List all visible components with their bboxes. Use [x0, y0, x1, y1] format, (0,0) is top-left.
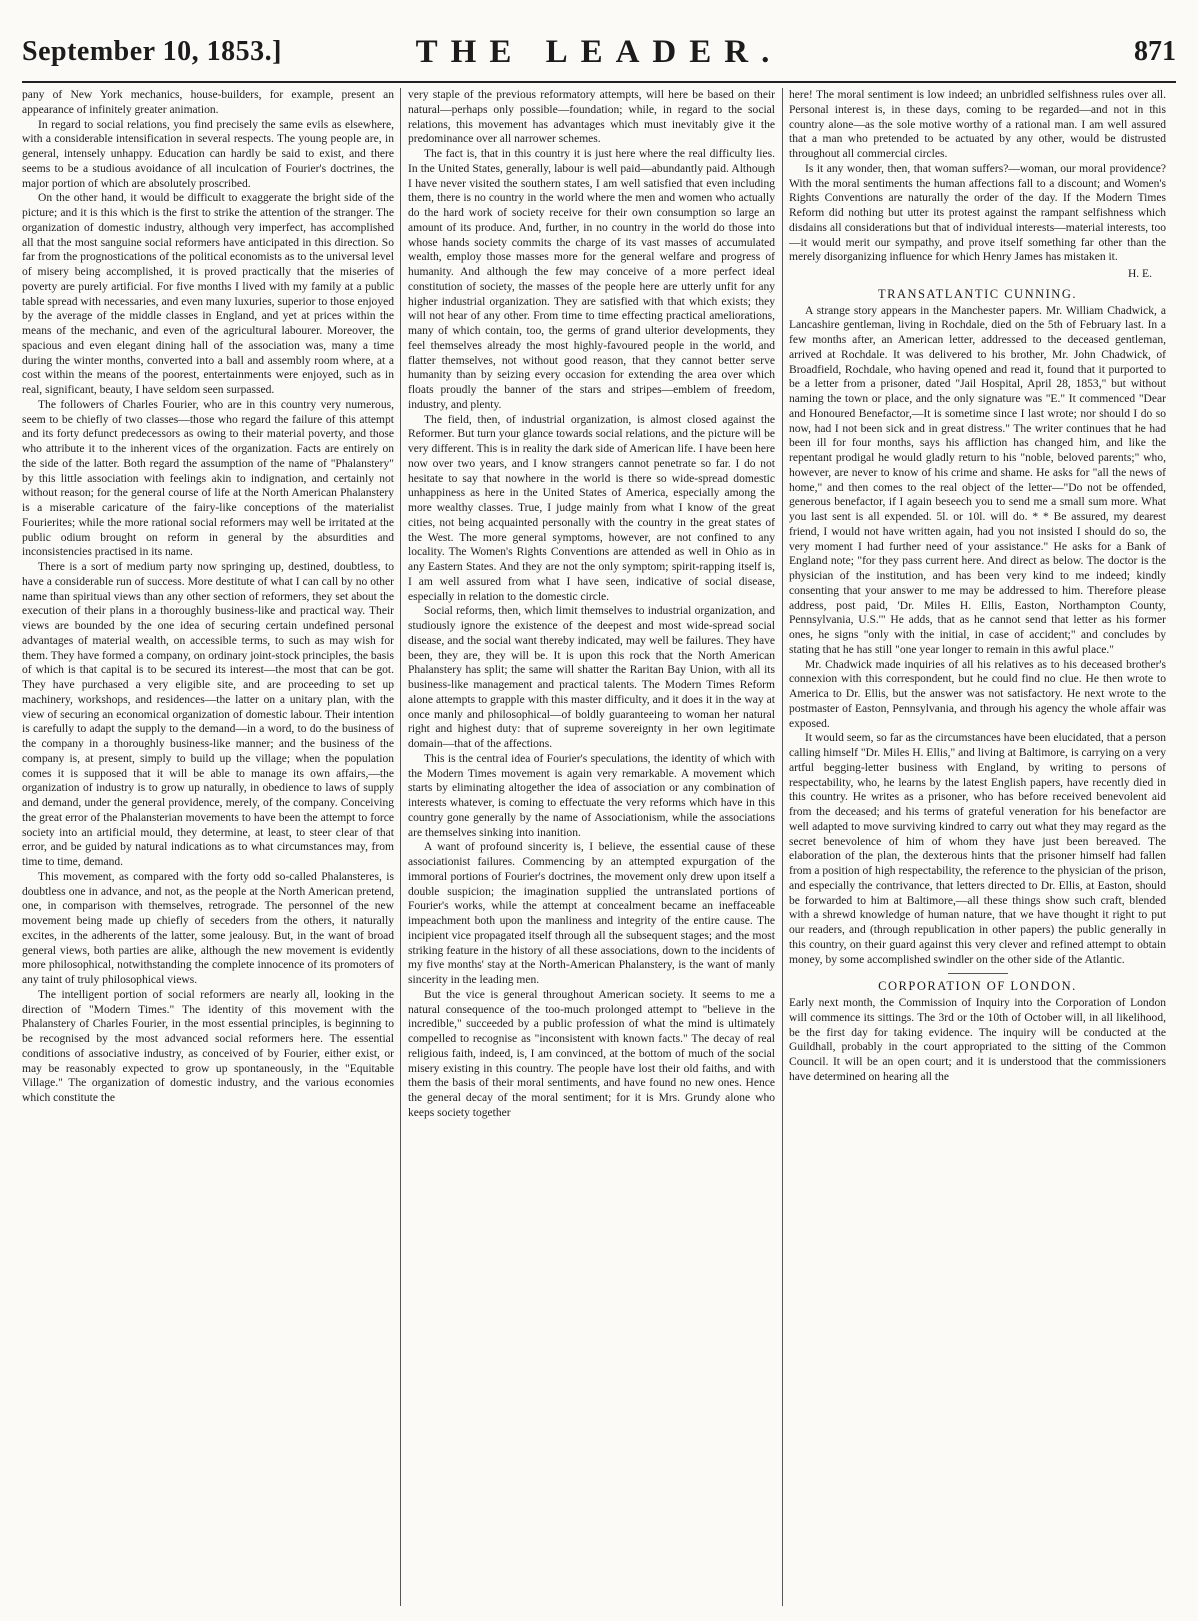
article-heading: TRANSATLANTIC CUNNING.: [878, 286, 1077, 301]
paragraph: The followers of Charles Fourier, who are in this country very numerous, seem to be chiefly of two classes—those who regard the failure of this attempt and its forty defunct predecessors as owing to their material poverty, and those who attribute it to the inherent vices of the organization. Facts are entirely on the side of the latter. Both regard the assumption of the name of "Phalanstery" by this little association with feelings akin to indignation, and certainly not without reason; for the general course of life at the North American Phalanstery is a miserable caricature of the fairy-like conceptions of the materialist Fourierites; while the more rational social reformers may well be irritated at the public odium brought on reform in general by the absurdities and inconsistencies practised in its name.: [22, 398, 394, 559]
article-heading: CORPORATION OF LONDON.: [878, 979, 1077, 994]
paragraph: Is it any wonder, then, that woman suffers?—woman, our moral providence? With the moral sentiments the human affections fall to a discount; and Women's Rights Conventions are naturally the order of the day. If the Modern Times Reform did nothing but utter its protest against the rampant selfishness which disdains all considerations but that of individual interests—material interests, too—it would merit our sympathy, and prove itself something far other than the merely disorganizing influence for which Henry James has mistaken it.: [789, 162, 1166, 264]
paragraph: In regard to social relations, you find precisely the same evils as elsewhere, with a considerable intensification in several respects. The young people are, in general, intensely unhappy. Education can hardly be said to exist, and there seems to be a studious avoidance of all inculcation of Fourier's doctrines, the major portion of which are absolutely proscribed.: [22, 118, 394, 190]
column-1: [22, 88, 394, 1606]
masthead: [22, 26, 1176, 84]
paragraph: It would seem, so far as the circumstances have been elucidated, that a person calling himself "Dr. Miles H. Ellis," and living at Baltimore, is carrying on a very artful begging-letter business with England, by writing to persons of respectability, who, he learns by the latest English papers, have recently died in this country. He writes as a prisoner, who has before received benevolent aid from the deceased; and his terms of grateful veneration for his benefactor are well adapted to move surviving kindred to carry out what they may regard as the secret benevolence of him of whom they have just been bereaved. The elaboration of the plan, the dexterous hints that the prisoner himself had fallen from a position of high respectability, the reference to the physician of the prison, and especially the contrivance, that letters directed to Dr. Ellis, at Easton, should be forwarded to him at Baltimore,—all these things show such craft, blended with a shrewd knowledge of human nature, that we have thought it right to put our readers, and (through republication in other papers) the public generally in this country, on their guard against this very clever and refined attempt to obtain money, by some accomplished swindler on the other side of the Atlantic.: [789, 732, 1166, 966]
paragraph: This is the central idea of Fourier's speculations, the identity of which with the Modern Times movement is again very remarkable. A movement which starts by eliminating altogether the idea of association or any combination of interests whatever, is coming to effectuate the very reforms which have in this country gone generally by the name of Associationism, while the associations are themselves sinking into inanition.: [408, 752, 775, 839]
paragraph: A want of profound sincerity is, I believe, the essential cause of these associationist failures. Commencing by an attempted expurgation of the immoral portions of Fourier's doctrines, the movement only drew upon itself a double suspicion; the imagination supplied the untranslated portions of Fourier's works, while the attempt at concealment became an ineffaceable impeachment both upon the manliness and integrity of the entire cause. The incipient vice propagated itself through all the subsequent stages; and the most striking feature in the history of all these associations, down to the incidents of my five months' stay at the North-American Phalanstery, is the want of manly sincerity in the leading men.: [408, 841, 775, 986]
paragraph: The field, then, of industrial organization, is almost closed against the Reformer. But turn your glance towards social relations, and the picture will be very different. This is in reality the dark side of American life. I have been here now over two years, and I know strangers cannot penetrate so far. I do not hesitate to say that nowhere in the world is there so wide-spread domestic unhappiness as here in the United States of America, especially among the more wealthy classes. True, I judge mainly from what I know of the great cities, not being acquainted personally with the country in the great states of the West. The more general symptoms, however, are not confined to any locality. The Women's Rights Conventions are attended as well in Ohio as in any Eastern States. And they are not the only symptom; spirit-rapping itself is, I am well assured from what I have seen, indicative of social disease, especially in relation to the domestic circle.: [408, 413, 775, 603]
paragraph: Social reforms, then, which limit themselves to industrial organization, and studiously ignore the existence of the deepest and most wide-spread social disease, and the social want thereby indicated, may well be failures. They have been, they are, they will be. It is upon this rock that the North American Phalanstery has split; the same will shatter the Raritan Bay Union, with all its business-like management and practical talents. The Modern Times Reform alone attempts to grapple with this master difficulty, and it does it in the way at once manly and philosophical—of boldly guaranteeing to woman her natural right and highest duty: that of supreme sovereignty in her own legitimate domain—that of the affections.: [408, 605, 775, 750]
column-2: [408, 88, 775, 1606]
header-rule: [22, 81, 1176, 83]
paragraph: very staple of the previous reformatory attempts, will here be based on their natural—perhaps only possible—foundation; while, in regard to the social relations, this movement has advantages which must inevitably give it the predominance over all narrower schemes.: [408, 89, 775, 146]
paragraph: This movement, as compared with the forty odd so-called Phalansteres, is doubtless one in advance, and not, as the people at the North American pretend, one, in comparison with themselves, retrograde. The personnel of the new movement being made up chiefly of seceders from the others, it naturally excites, in the adherents of the latter, some jealousy. But, in the want of broad general views, both parties are alike, although the new movement is evidently more philosophical, notwithstanding the complete innocence of its promoters of any taint of truly philosophical views.: [22, 870, 394, 986]
section-divider: [948, 973, 1008, 974]
author-signoff: H. E.: [1127, 268, 1152, 280]
paragraph: Mr. Chadwick made inquiries of all his relatives as to his deceased brother's connexion with this correspondent, but he could find no clue. He then wrote to America to Dr. Ellis, but the answer was not satisfactory. He next wrote to the postmaster of Easton, Pennsylvania, and through his agency the whole affair was exposed.: [789, 658, 1166, 730]
paragraph: The fact is, that in this country it is just here where the real difficulty lies. In the United States, generally, labour is well paid—abundantly paid. Although I have never visited the southern states, I am well satisfied that even including them, there is no country in the world where the men and women who actually do the hard work of society receive for their own consumption so large an amount of its produce. And, further, in no country in the world do those into whose hands society commits the charge of its vast masses of accumulated wealth, employ those masses more for the general welfare and progress of humanity. And although the few may conceive of a more perfect ideal constitution of society, the masses of the people here are utterly unfit for any higher industrial organization. They are satisfied with that which exists; they will not hear of any other. From time to time effecting practical ameliorations, many of which contain, too, the germs of grand ulterior developments, they feel themselves already the most highly-favoured people in the world, and flatter themselves, not without good reason, that they cannot better serve humanity than by seizing every occasion for extending the area over which floats proudly the banner of the stars and stripes—emblem of freedom, industry, and plenty.: [408, 148, 775, 411]
column-divider: [400, 88, 401, 1606]
paragraph: But the vice is general throughout American society. It seems to me a natural consequence of the too-much prolonged attempt to "believe in the incredible," succeeded by a public profession of what the mind is ultimately compelled to recognise as "inconsistent with known facts." The decay of real religious faith, indeed, is, I am convinced, at the bottom of much of the social misery existing in this country. The people have lost their old faiths, and with them the basis of their moral sentiments, and have found no new ones. Hence the general decay of the moral sentiment; for it is Mrs. Grundy alone who keeps society together: [408, 988, 775, 1119]
paragraph: There is a sort of medium party now springing up, destined, doubtless, to have a considerable run of success. More destitute of what I can call by no other name than spiritual views than any other section of reformers, they set about the execution of their plans in a thoroughly business-like and practical way. Their views are bounded by the one idea of securing certain undefined personal advantages of material wealth, on accessible terms, to such as may wish for them. They have formed a company, on ordinary joint-stock principles, the basis of which is that capital is to be secured its interest—the most that can be got. They have purchased a very eligible site, and are proceeding to set up machinery, workshops, and residences—the latter on a unitary plan, with the view of securing an economical organization of domestic labour. Their intention is carefully to adapt the supply to the demand—in a word, to do the business of the company in a thoroughly business-like manner; and the business of the company is, at present, simply to build up the village; when the population comes it is supposed that it will be able to manage its own affairs,—the organization of industry is to grow up naturally, in obedience to laws of supply and demand, under the general providence, merely, of the company. Conceiving the great error of the Phalansterian movements to have been the attempt to force society into an artificial mould, they determine, at least, to steer clear of that error, and be guided by natural indications as to what circumstances may, from time to time, demand.: [22, 561, 394, 868]
paragraph: here! The moral sentiment is low indeed; an unbridled selfishness rules over all. Personal interest is, in these days, coming to be regarded—and not in this country alone—as the sole motive worthy of a rational man. I am well assured that a man who pretended to be actuated by any other, would be distrusted throughout all commercial circles.: [789, 89, 1166, 160]
column-divider: [782, 88, 783, 1606]
newspaper-title: THE LEADER.: [415, 34, 783, 70]
paragraph: Early next month, the Commission of Inquiry into the Corporation of London will commence its sittings. The 3rd or the 10th of October will, in all likelihood, be the first day for taking evidence. The inquiry will be conducted at the Guildhall, probably in the court appropriated to the sitting of the Common Council. It will be an open court; and it is understood that the commissioners have determined on hearing all the: [789, 997, 1166, 1083]
page-number: 871: [1134, 36, 1176, 67]
paragraph: On the other hand, it would be difficult to exaggerate the bright side of the picture; and it is this which is the first to strike the attention of the stranger. The organization of domestic industry, although very imperfect, has accomplished all that the most sanguine social reformers have anticipated in this direction. So far from the prognostications of the political economists as to the universal level of misery being accomplished, it is proved practically that the miseries of poverty are purely artificial. For five months I lived with my family at a public table spread with necessaries, and even many luxuries, superior to those enjoyed by the average of the middle classes in England, and yet at prices within the means of the mechanic, and even of the agricultural labourer. Moreover, the spacious and even elegant dining hall of the association was, many a time during the winter months, converted into a ball and assembly room where, at a cost within the means of the poorest, entertainments were enjoyed, such as in real, significant, beauty, I have seldom seen surpassed.: [22, 192, 394, 396]
paragraph: The intelligent portion of social reformers are nearly all, looking in the direction of "Modern Times." The identity of this movement with the Phalanstery of Charles Fourier, in the most essential principles, is beginning to be recognised by the most advanced social reformers here. The essential conditions of associative industry, as conceived of by Fourier, either exist, or may be reasonably expected to grow up spontaneously, in the "Equitable Village." The organization of domestic industry, and the various economies which constitute the: [22, 988, 394, 1104]
paragraph: pany of New York mechanics, house-builders, for example, present an appearance of infinitely greater animation.: [22, 89, 394, 116]
paragraph: A strange story appears in the Manchester papers. Mr. William Chadwick, a Lancashire gentleman, living in Rochdale, died on the 5th of February last. In a few months after, an American letter, addressed to the deceased gentleman, arrived at Rochdale. It was delivered to his brother, Mr. John Chadwick, of Broadfield, Rochdale, who having opened and read it, found that it purported to be a letter from a prisoner, dated "Jail Hospital, April 28, 1853," but without naming the town or place, and the only signature was "E." It commenced "Dear and Honoured Benefactor,—It is sometime since I last wrote; nor should I do so now, had I not been sick and in great distress." The writer continues that he had been ill for four months, says his affliction has changed him, and like the repentant prodigal he would gladly return to his "noble, beloved parents;" who, however, are never to know of his crime and shame. He asks for "all the news of home," and then comes to the real object of the letter—"Do not be offended, generous benefactor, if I again beseech you to send me a small sum more. What you last sent is all expended. 5l. or 10l. will do. * * Be assured, my dearest friend, I would not have written again, had you not insisted I should do so, the very moment I had further need of your assistance." He asks for a Bank of England note; "for they pass current here. And direct as below. The doctor is the physician of the institution, and has been very kind to me indeed; kindly consenting that your answer to me may be addressed to him. Therefore please address, post paid, 'Dr. Miles H. Ellis, Easton, Northampton County, Pennsylvania, U.S.'" He adds, that as he cannot send that letter as his former ones, he signs "only with the initial, in case of accident;" and concludes by stating that he has still "one year longer to remain in this awful place.": [789, 304, 1166, 656]
column-3: [789, 88, 1166, 1606]
issue-date: September 10, 1853.]: [22, 36, 282, 67]
